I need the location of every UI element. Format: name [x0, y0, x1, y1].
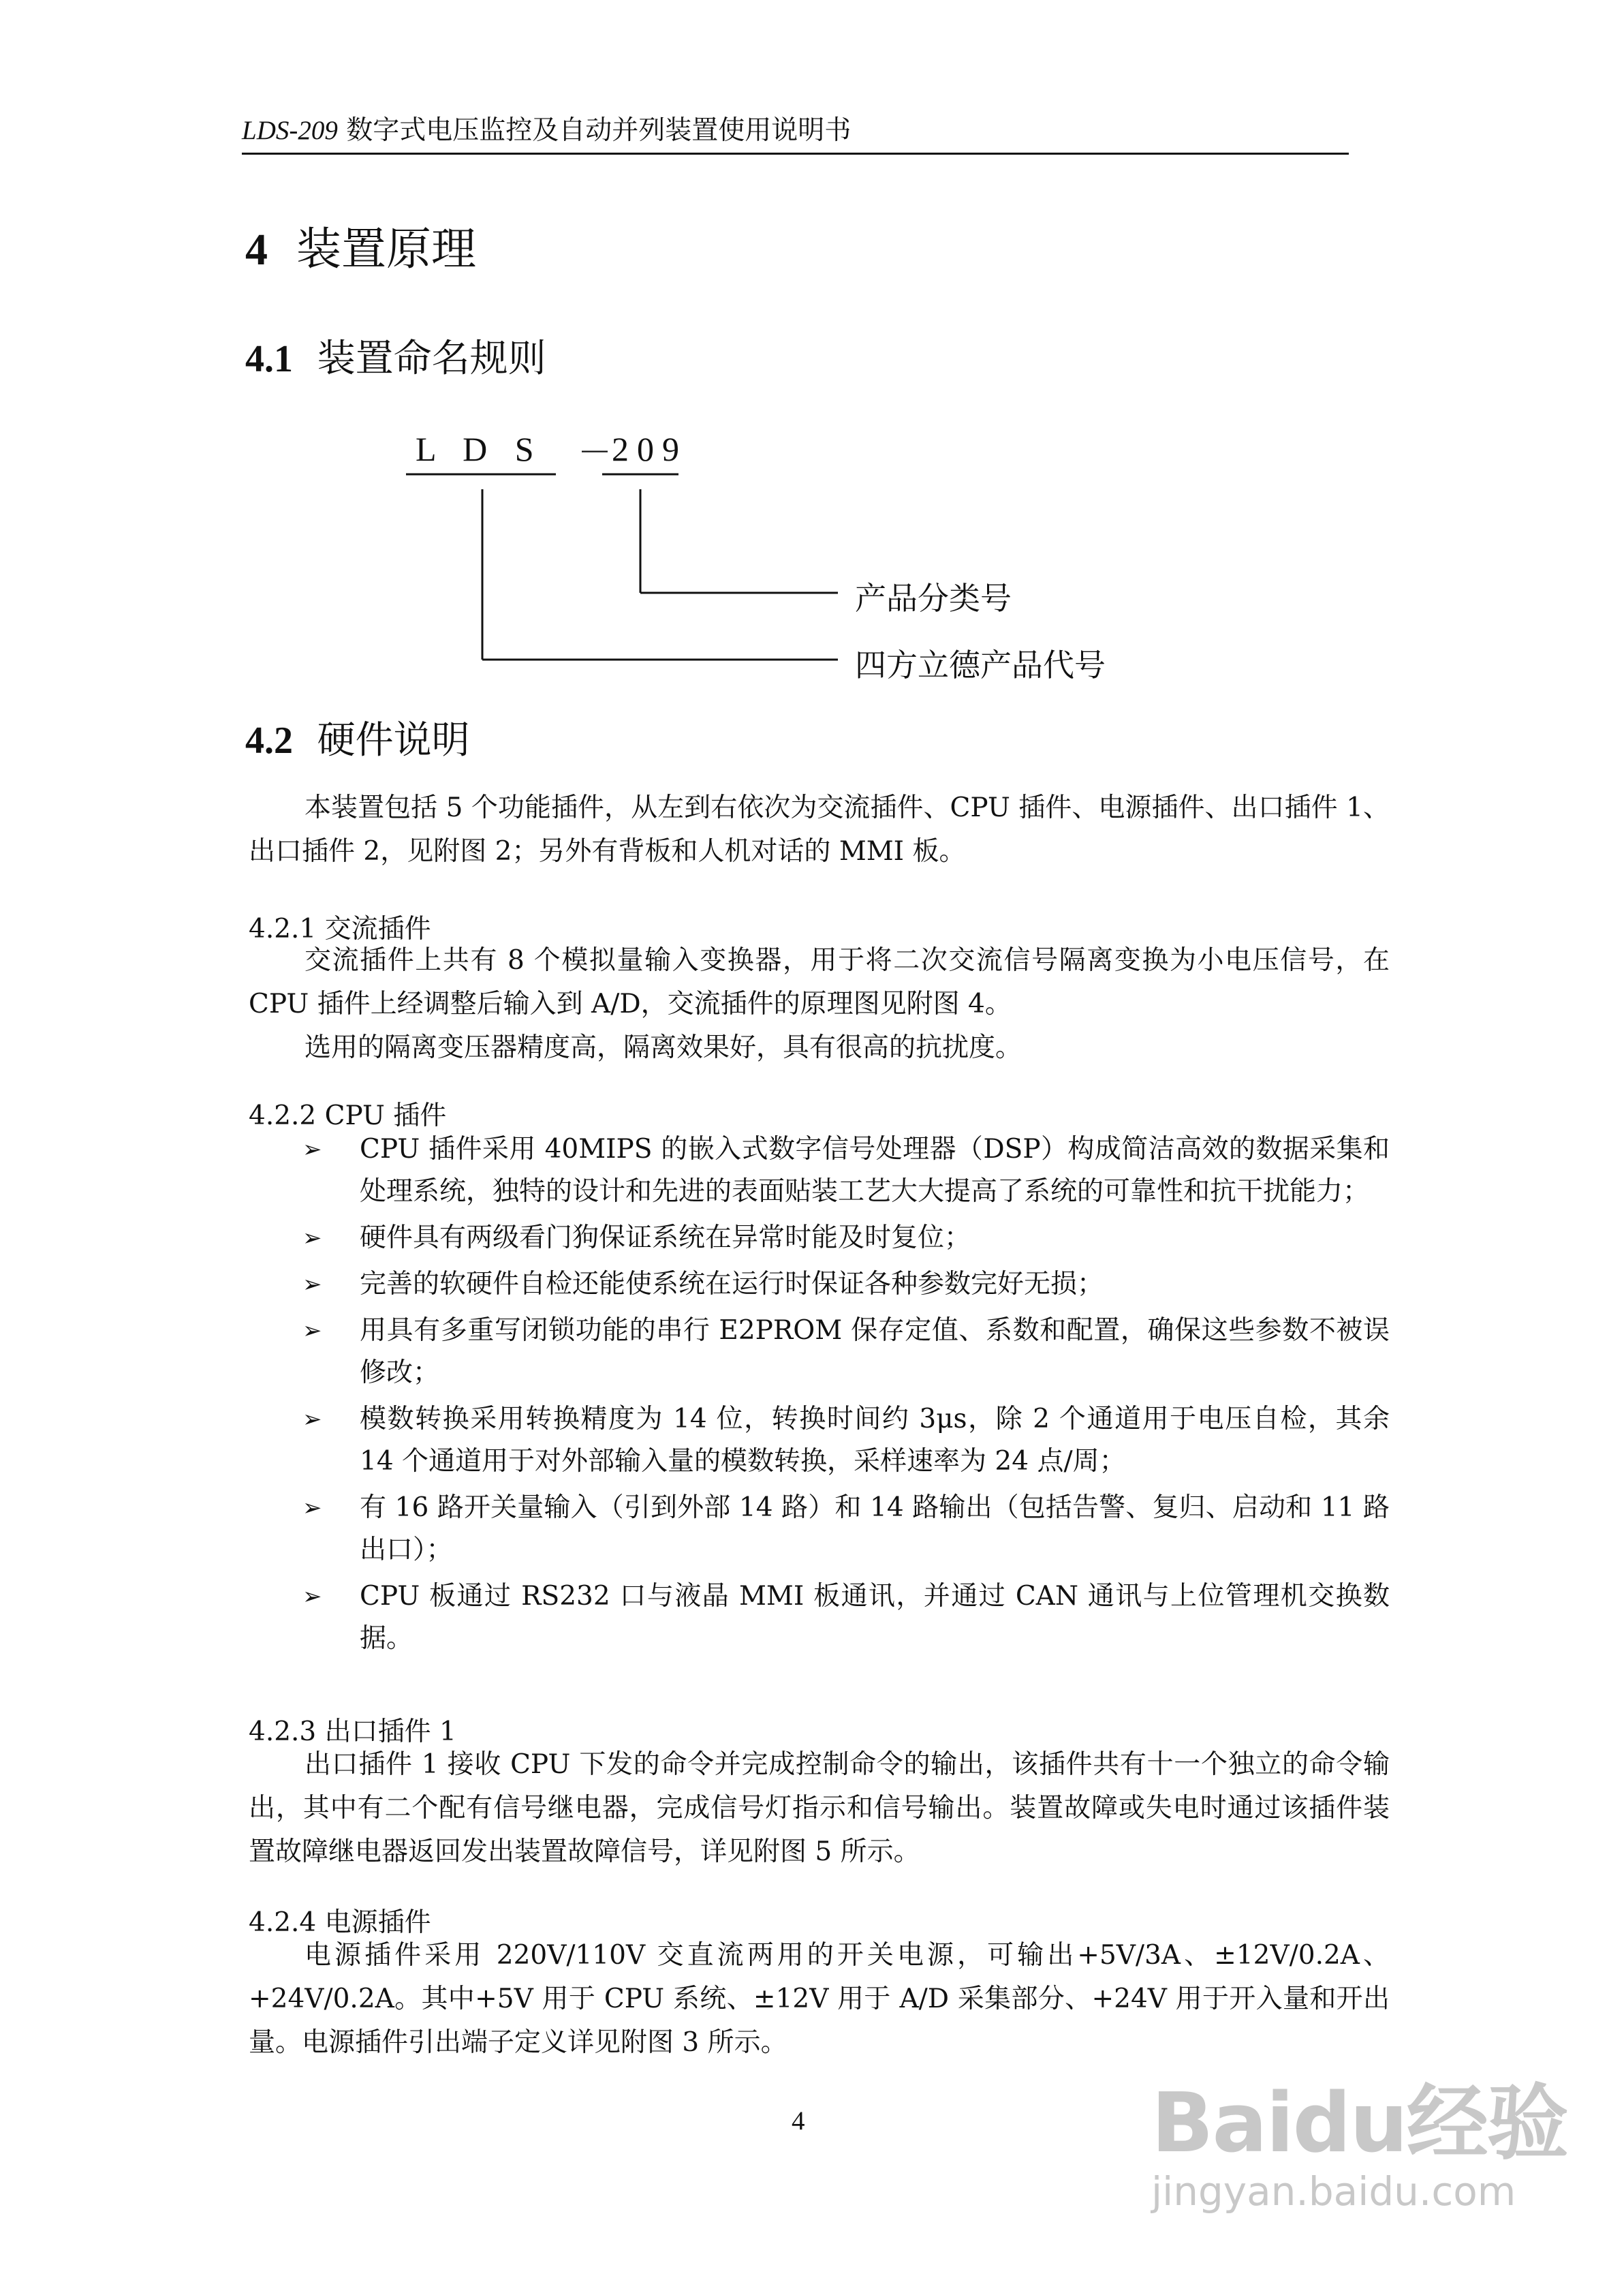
watermark-url: jingyan.baidu.com	[1151, 2168, 1516, 2215]
subsection-4-2-1-heading: 4.2.1 交流插件	[249, 914, 431, 944]
arrow-bullet-icon: ➢	[302, 1136, 322, 1163]
arrow-bullet-icon: ➢	[302, 1406, 322, 1433]
diagram-label-product-class: 产品分类号	[855, 580, 1012, 617]
chapter-number: 4	[245, 225, 268, 275]
naming-diagram	[395, 409, 1213, 695]
section-4-2-heading	[245, 710, 470, 765]
chapter-heading	[245, 213, 476, 277]
arrow-bullet-icon: ➢	[302, 1583, 322, 1610]
subsection-4-2-1-paragraph-1: 交流插件上共有 8 个模拟量输入变换器，用于将二次交流信号隔离变换为小电压信号，在 CPU 插件上经调整后输入到 A/D，交流插件的原理图见附图 4。	[249, 945, 1390, 1019]
subsection-4-2-1-paragraph-2: 选用的隔离变压器精度高，隔离效果好，具有很高的抗扰度。	[304, 1032, 1022, 1063]
subsection-4-2-4-paragraph: 电源插件采用 220V/110V 交直流两用的开关电源，可输出+5V/3A、±12V/0.2A、+24V/0.2A。其中+5V 用于 CPU 系统、±12V 用于 A/D 采集部分、+24V 用于开入量和开出量。电源插件引出端子定义详见附图 3 所示。	[249, 1940, 1390, 2058]
header-model: LDS-209	[242, 116, 338, 145]
cpu-feature-list	[302, 1128, 1390, 1664]
list-item: ➢ CPU 板通过 RS232 口与液晶 MMI 板通讯，并通过 CAN 通讯与上位管理机交换数据。	[302, 1575, 1390, 1660]
chapter-title: 装置原理	[296, 223, 476, 275]
arrow-bullet-icon: ➢	[302, 1271, 322, 1298]
diagram-lines	[395, 409, 872, 695]
diagram-code-dash: －	[578, 433, 612, 472]
arrow-bullet-icon: ➢	[302, 1224, 322, 1252]
list-item: ➢ 用具有多重写闭锁功能的串行 E2PROM 保存定值、系数和配置，确保这些参数不被误修改；	[302, 1310, 1390, 1394]
section-4-1-title: 装置命名规则	[317, 337, 546, 381]
section-4-2-number: 4.2	[245, 720, 293, 762]
section-4-2-title: 硬件说明	[317, 718, 470, 763]
subsection-4-2-2-heading: 4.2.2 CPU 插件	[249, 1100, 447, 1131]
list-item: ➢ 有 16 路开关量输入（引到外部 14 路）和 14 路输出（包括告警、复归、启动和 11 路出口）；	[302, 1487, 1390, 1571]
subsection-4-2-3-paragraph: 出口插件 1 接收 CPU 下发的命令并完成控制命令的输出，该插件共有十一个独立的命令输出，其中有二个配有信号继电器，完成信号灯指示和信号输出。装置故障或失电时通过该插件装置故障继电器返回发出装置故障信号，详见附图 5 所示。	[249, 1749, 1390, 1867]
list-item: ➢ CPU 插件采用 40MIPS 的嵌入式数字信号处理器（DSP）构成简洁高效的数据采集和处理系统，独特的设计和先进的表面贴装工艺大大提高了系统的可靠性和抗干扰能力；	[302, 1128, 1390, 1213]
baidu-watermark	[1151, 2058, 1567, 2215]
diagram-code-right: 209	[612, 430, 687, 468]
diagram-code-left: L D S	[416, 430, 534, 468]
list-item: ➢ 完善的软硬件自检还能使系统在运行时保证各种参数完好无损；	[302, 1263, 1390, 1306]
diagram-label-company-code: 四方立德产品代号	[855, 647, 1106, 683]
header-title-text: 数字式电压监控及自动并列装置使用说明书	[337, 115, 852, 146]
watermark-brand: Baidu经验	[1151, 2076, 1567, 2171]
running-header	[242, 109, 851, 147]
header-rule	[242, 153, 1349, 155]
section-4-2-intro: 本装置包括 5 个功能插件，从左到右依次为交流插件、CPU 插件、电源插件、出口插件 1、出口插件 2，见附图 2；另外有背板和人机对话的 MMI 板。	[249, 792, 1390, 867]
subsection-4-2-4-heading: 4.2.4 电源插件	[249, 1907, 431, 1938]
section-4-1-heading	[245, 328, 546, 383]
section-4-1-number: 4.1	[245, 338, 293, 380]
arrow-bullet-icon: ➢	[302, 1494, 322, 1522]
subsection-4-2-3-heading: 4.2.3 出口插件 1	[249, 1716, 456, 1747]
list-item: ➢ 模数转换采用转换精度为 14 位，转换时间约 3μs，除 2 个通道用于电压自检，其余 14 个通道用于对外部输入量的模数转换，采样速率为 24 点/周；	[302, 1398, 1390, 1483]
list-item: ➢ 硬件具有两级看门狗保证系统在异常时能及时复位；	[302, 1217, 1390, 1259]
page-number: 4	[792, 2106, 805, 2136]
arrow-bullet-icon: ➢	[302, 1317, 322, 1344]
